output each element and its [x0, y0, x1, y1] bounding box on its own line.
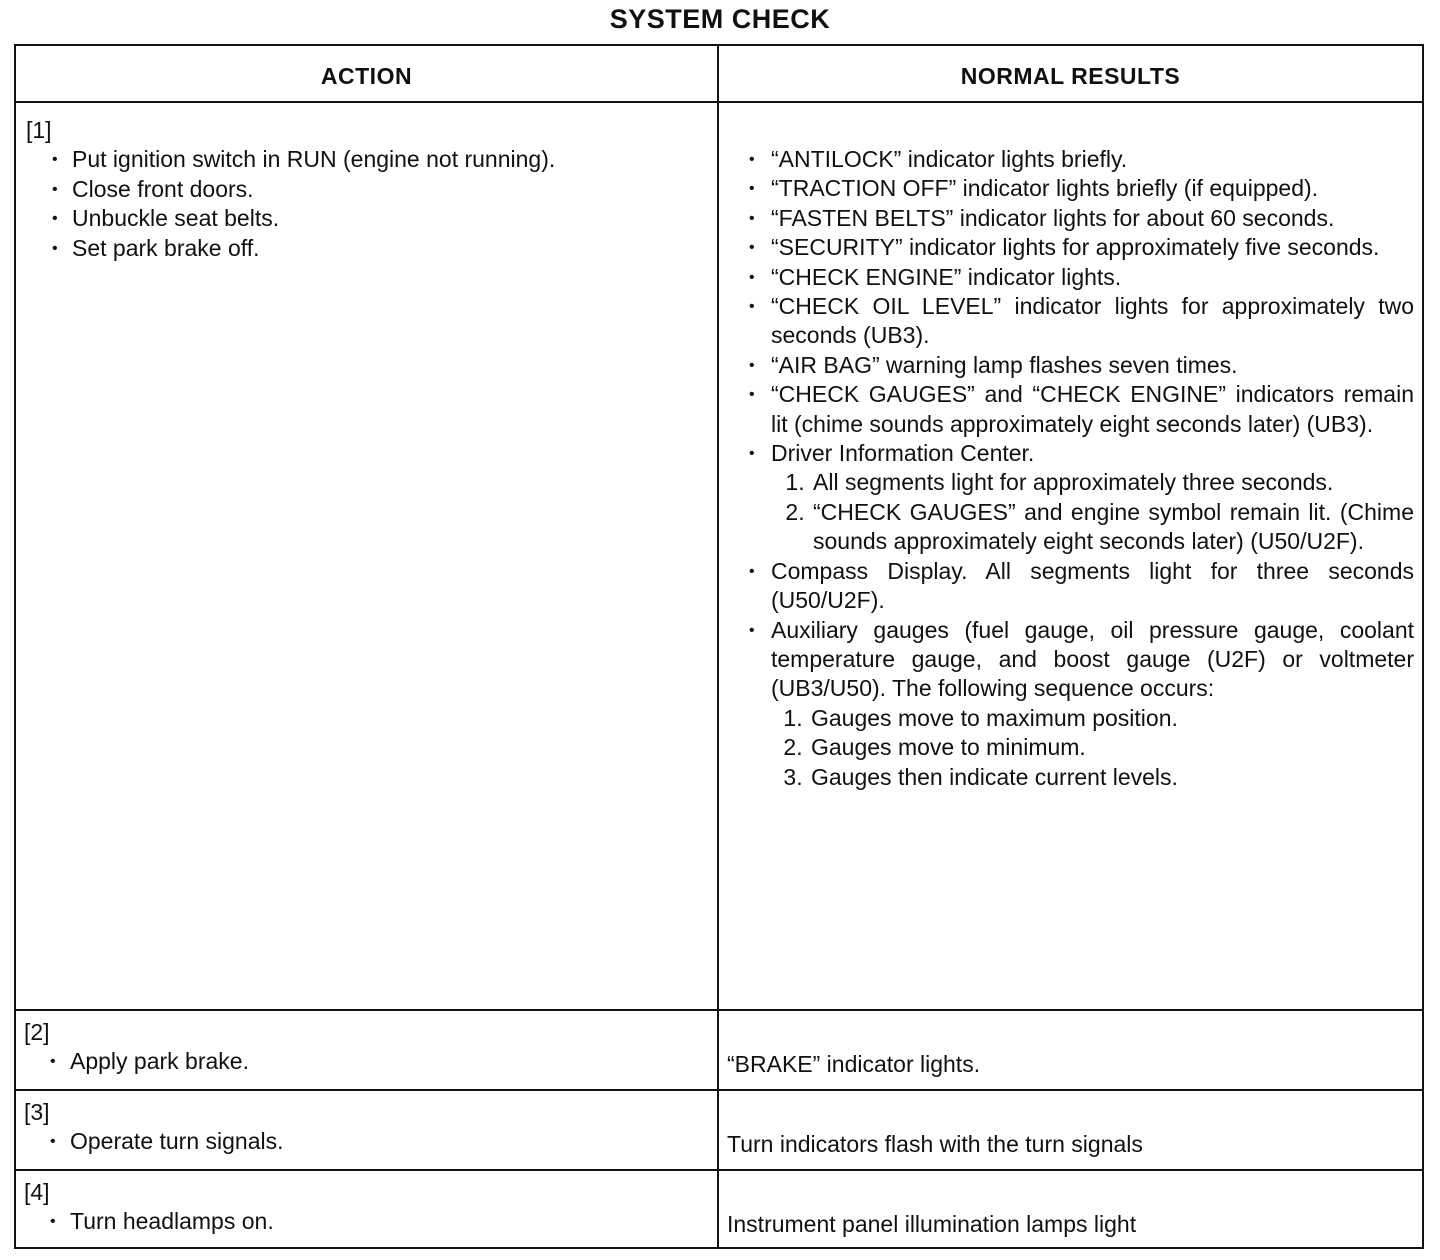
list-item: • “CHECK OIL LEVEL” indicator lights for approximately two seconds (UB3). [719, 292, 1414, 351]
action-column-header: ACTION [320, 63, 413, 89]
row-divider [16, 1089, 1422, 1091]
step-number: [1] [26, 117, 52, 143]
step-3-action-cell [24, 1098, 704, 1157]
list-item: • “AIR BAG” warning lamp flashes seven times. [719, 351, 1414, 380]
sub-list-item: 1. Gauges move to maximum position. [809, 704, 1414, 733]
list-item: • Turn headlamps on. [24, 1207, 704, 1236]
sub-list-item: 2. Gauges move to minimum. [809, 733, 1414, 762]
row-divider [16, 1009, 1422, 1011]
list-item-text: Driver Information Center. [771, 440, 1035, 467]
list-item: • Set park brake off. [26, 234, 706, 263]
list-item: • Put ignition switch in RUN (engine not running). [26, 145, 706, 174]
list-item: • Close front doors. [26, 175, 706, 204]
step-3-action-list [24, 1127, 704, 1156]
step-number: [4] [24, 1179, 50, 1205]
step-4-action-list [24, 1207, 704, 1236]
system-check-table [14, 44, 1424, 1249]
step-3-result: Turn indicators flash with the turn signals [727, 1131, 1143, 1157]
step-number: [3] [24, 1099, 50, 1125]
sub-list-item: 1. All segments light for approximately three seconds. [811, 468, 1414, 497]
step-1-results-list [719, 145, 1414, 792]
list-item: • “TRACTION OFF” indicator lights briefly (if equipped). [719, 174, 1414, 203]
list-item [719, 439, 1414, 557]
sub-list-item: 3. Gauges then indicate current levels. [809, 763, 1414, 792]
list-item: • Operate turn signals. [24, 1127, 704, 1156]
list-item: • “CHECK ENGINE” indicator lights. [719, 263, 1414, 292]
row-divider [16, 1169, 1422, 1171]
step-4-result: Instrument panel illumination lamps light [727, 1211, 1137, 1237]
sub-list [771, 468, 1414, 556]
step-1-action-list [26, 145, 706, 263]
step-1-action-cell [26, 116, 706, 263]
list-item: • “CHECK GAUGES” and “CHECK ENGINE” indicators remain lit (chime sounds approximately eight seconds later) (UB3). [719, 380, 1414, 439]
list-item-text: Auxiliary gauges (fuel gauge, oil pressure gauge, coolant temperature gauge, and boost gauge (U2F) or voltmeter (UB3/U50). The following sequence occurs: [771, 616, 1414, 702]
page-title: SYSTEM CHECK [609, 4, 831, 34]
step-1-results-cell [719, 145, 1414, 792]
list-item: • Compass Display. All segments light for three seconds (U50/U2F). [719, 557, 1414, 616]
step-2-result: “BRAKE” indicator lights. [727, 1051, 981, 1077]
list-item: • Apply park brake. [24, 1047, 704, 1076]
step-2-action-cell [24, 1018, 704, 1077]
step-number: [2] [24, 1019, 50, 1045]
list-item: • “FASTEN BELTS” indicator lights for about 60 seconds. [719, 204, 1414, 233]
list-item: • Unbuckle seat belts. [26, 204, 706, 233]
list-item: • “ANTILOCK” indicator lights briefly. [719, 145, 1414, 174]
sub-list [771, 704, 1414, 792]
results-column-header: NORMAL RESULTS [960, 63, 1181, 89]
sub-list-item: 2. “CHECK GAUGES” and engine symbol remain lit. (Chime sounds approximately eight seconds later) (U50/U2F). [811, 498, 1414, 557]
list-item: • “SECURITY” indicator lights for approximately five seconds. [719, 233, 1414, 262]
step-2-action-list [24, 1047, 704, 1076]
step-4-action-cell [24, 1178, 704, 1237]
list-item [719, 616, 1414, 792]
